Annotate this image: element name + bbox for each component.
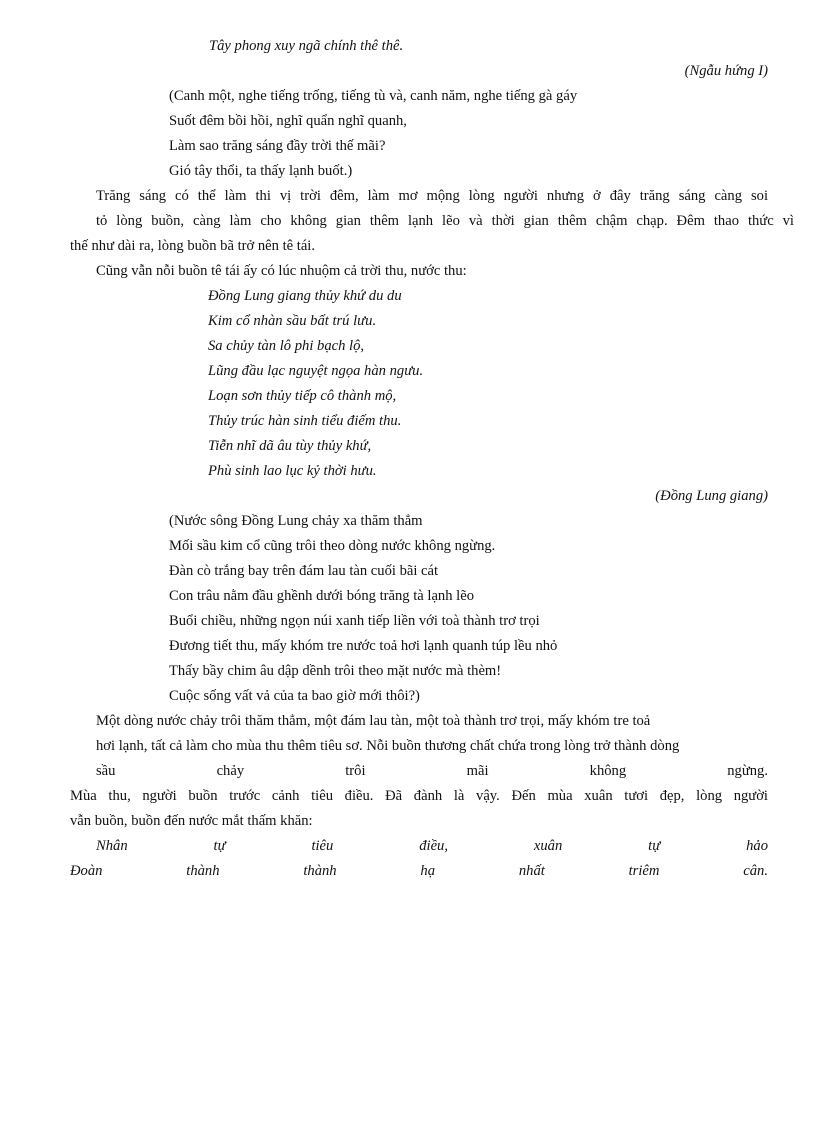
paragraph-line: tỏ lòng buồn, càng làm cho không gian thêm lạnh lẽo và thời gian thêm chậm chạp. Đêm thao thức vì — [96, 213, 794, 229]
paragraph-line: thế như dài ra, lòng buồn bã trở nên tê tái. — [70, 238, 316, 254]
translation-line: (Canh một, nghe tiếng trống, tiếng tù và, canh năm, nghe tiếng gà gáy — [169, 88, 578, 104]
paragraph-line: Mùa thu, người buồn trước cảnh tiêu điều. Đã đành là vậy. Đến mùa xuân tươi đẹp, lòng người — [70, 788, 768, 804]
poem-line: Nhân tự tiêu điều, xuân tự hảo — [96, 838, 768, 854]
translation-line: Làm sao trăng sáng đầy trời thế mãi? — [169, 138, 386, 154]
poem-line: Tây phong xuy ngã chính thê thê. — [209, 38, 404, 54]
poem-line: Kim cổ nhàn sầu bất trú lưu. — [208, 313, 377, 329]
translation-line: Gió tây thổi, ta thấy lạnh buốt.) — [169, 163, 353, 179]
poem-line: Lũng đầu lạc nguyệt ngọa hàn ngưu. — [208, 363, 424, 379]
poem-line: Tiễn nhĩ dã âu tùy thủy khứ, — [208, 438, 372, 454]
poem-line: Đồng Lung giang thủy khứ du du — [208, 288, 402, 304]
paragraph-line: sầu chảy trôi mãi không ngừng. — [96, 763, 768, 779]
paragraph-line: vẫn buồn, buồn đến nước mắt thấm khăn: — [70, 813, 313, 829]
poem-source: (Ngẫu hứng I) — [684, 63, 768, 79]
paragraph-line: Cũng vẫn nỗi buồn tê tái ấy có lúc nhuộm cả trời thu, nước thu: — [96, 263, 467, 279]
translation-line: Suốt đêm bồi hồi, nghĩ quẩn nghĩ quanh, — [169, 113, 407, 129]
poem-line: Đoàn thành thành hạ nhất triêm cân. — [70, 863, 768, 879]
translation-line: (Nước sông Đồng Lung chảy xa thăm thẳm — [169, 513, 423, 529]
translation-line: Mối sầu kim cổ cũng trôi theo dòng nước không ngừng. — [169, 538, 496, 554]
translation-line: Cuộc sống vất vả của ta bao giờ mới thôi?) — [169, 688, 420, 704]
translation-line: Buổi chiều, những ngọn núi xanh tiếp liền với toà thành trơ trọi — [169, 613, 540, 629]
poem-source: (Đồng Lung giang) — [655, 488, 768, 504]
poem-line: Sa chủy tàn lô phi bạch lộ, — [208, 338, 365, 354]
translation-line: Con trâu nằm đầu ghềnh dưới bóng trăng tà lạnh lẽo — [169, 588, 475, 604]
poem-line: Phù sinh lao lục kỷ thời hưu. — [208, 463, 377, 479]
document-page — [70, 34, 794, 884]
paragraph-line: Một dòng nước chảy trôi thăm thẳm, một đám lau tàn, một toà thành trơ trọi, mấy khóm tre toả — [96, 713, 651, 729]
poem-line: Loạn sơn thủy tiếp cô thành mộ, — [208, 388, 397, 404]
translation-line: Đàn cò trắng bay trên đám lau tàn cuối bãi cát — [169, 563, 439, 579]
poem-line: Thủy trúc hàn sinh tiểu điếm thu. — [208, 413, 402, 429]
translation-line: Thấy bầy chim âu dập dềnh trôi theo mặt nước mà thèm! — [169, 663, 502, 679]
translation-line: Đương tiết thu, mấy khóm tre nước toả hơi lạnh quanh túp lều nhỏ — [169, 638, 558, 654]
paragraph-line: Trăng sáng có thể làm thi vị trời đêm, làm mơ mộng lòng người nhưng ở đây trăng sáng càng soi — [96, 188, 768, 204]
paragraph-line: hơi lạnh, tất cả làm cho mùa thu thêm tiêu sơ. Nỗi buồn thương chất chứa trong lòng trở thành dòng — [96, 738, 680, 754]
